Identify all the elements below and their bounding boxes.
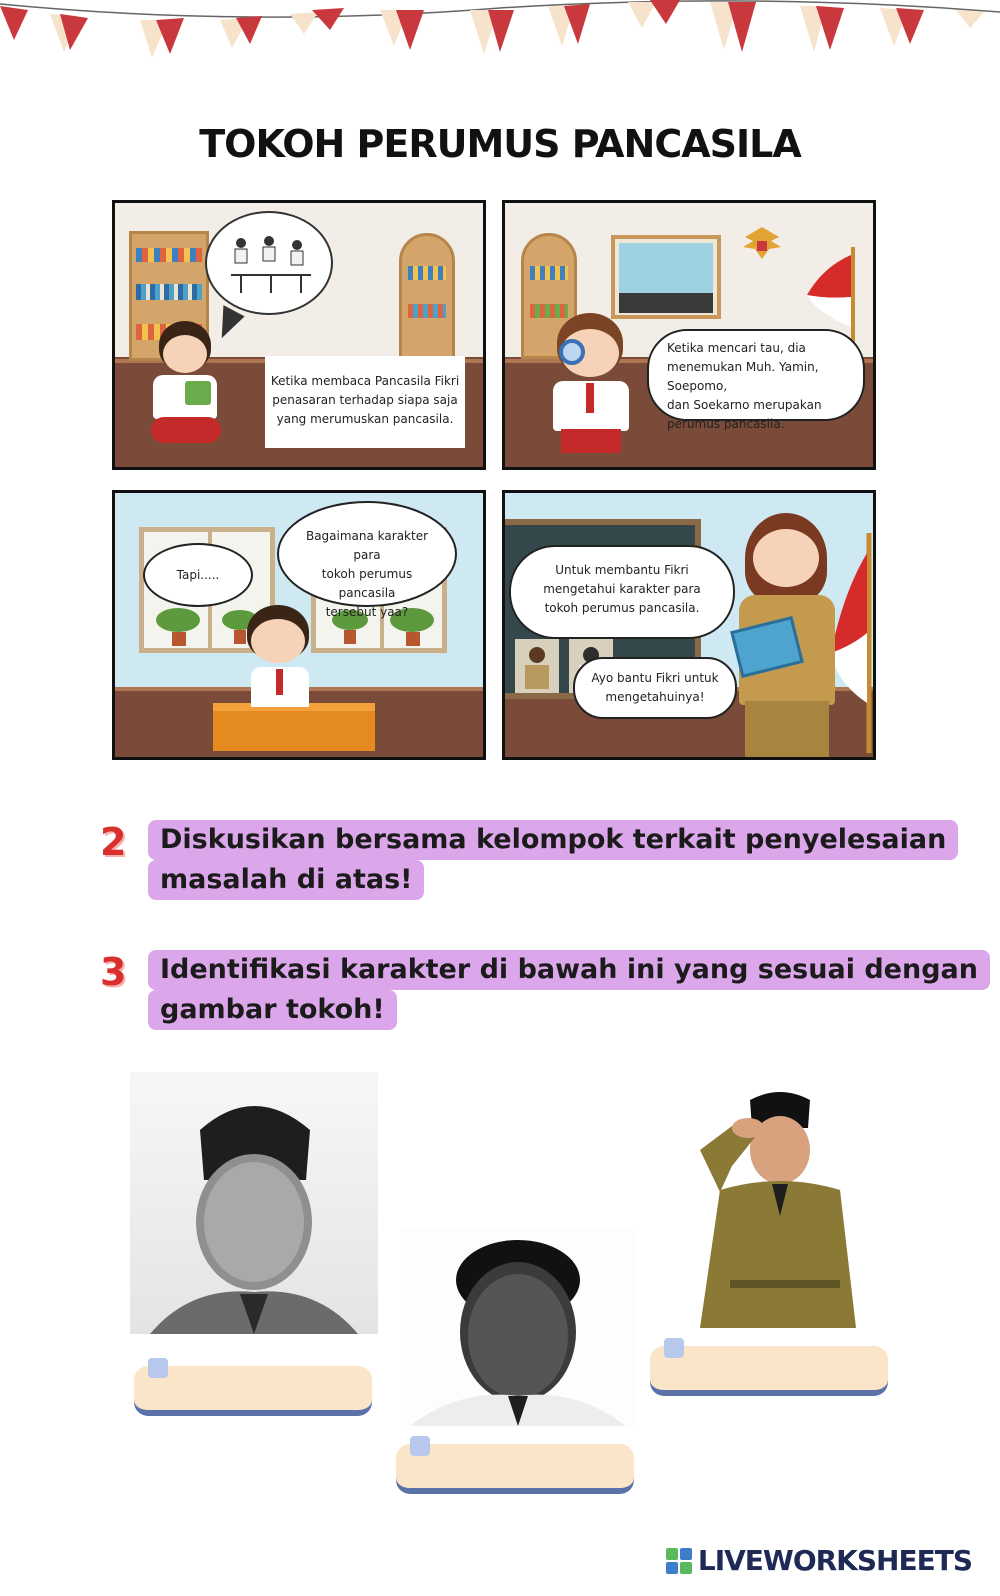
answer-drop-box-1[interactable] <box>134 1366 372 1414</box>
desk <box>213 703 375 751</box>
portrait-photo-1 <box>130 1072 378 1334</box>
liveworksheets-brand <box>666 1544 972 1577</box>
bubble-line: tokoh perumus pancasila <box>321 567 413 600</box>
thought-bubble <box>205 211 333 315</box>
panel-4-bubble-top <box>509 545 735 639</box>
bubble-line: Bagaimana karakter para <box>305 529 429 562</box>
portrait-illustration <box>400 1228 636 1426</box>
panel-4-bubble-bottom <box>573 657 737 719</box>
bubble-line: menemukan Muh. Yamin, Soepomo, <box>667 360 819 393</box>
bubble-line: Ketika mencari tau, dia <box>667 341 806 355</box>
step-text-line: Diskusikan bersama kelompok terkait penyelesaian <box>148 820 958 860</box>
panel-3-bubble-left: Tapi..... <box>143 543 253 607</box>
teacher-character <box>731 513 841 760</box>
garuda-emblem-icon <box>739 221 785 261</box>
drag-handle-icon[interactable] <box>664 1338 684 1358</box>
panel-1-caption <box>265 356 465 448</box>
bubble-line: tokoh perumus pancasila. <box>544 601 700 615</box>
comic-panel-3 <box>112 490 486 760</box>
bubble-line: dan Soekarno merupakan <box>667 398 822 412</box>
step-text-line: gambar tokoh! <box>148 990 397 1030</box>
step-number: 2 <box>100 820 127 864</box>
saluting-figure-icon <box>660 1080 860 1328</box>
bubble-line: Untuk membantu Fikri <box>555 563 689 577</box>
instruction-step-3 <box>100 950 978 1040</box>
step-number: 3 <box>100 950 127 994</box>
bookshelf-arch <box>399 233 455 359</box>
portrait-illustration <box>130 1072 378 1334</box>
saluting-figure-illustration <box>660 1080 860 1328</box>
boy-with-magnifier <box>539 313 649 463</box>
bunting-decoration <box>0 0 1000 70</box>
drag-handle-icon[interactable] <box>410 1436 430 1456</box>
comic-panel-4 <box>502 490 876 760</box>
classroom-scene-icon <box>221 231 321 301</box>
bubble-line: Ayo bantu Fikri untuk <box>591 671 719 685</box>
brand-name: LIVEWORKSHEETS <box>697 1544 972 1577</box>
instruction-step-2 <box>100 820 947 910</box>
comic-panel-2 <box>502 200 876 470</box>
panel-3-bubble-right <box>277 501 457 619</box>
comic-strip <box>112 200 876 760</box>
step-text-line: Identifikasi karakter di bawah ini yang sesuai dengan <box>148 950 990 990</box>
answer-drop-box-3[interactable] <box>650 1346 888 1394</box>
framed-picture <box>611 235 721 319</box>
liveworksheets-logo-icon <box>666 1548 692 1574</box>
panel-2-speech-bubble <box>647 329 865 431</box>
boy-character <box>145 321 225 451</box>
bubble-line: mengetahuinya! <box>605 690 705 704</box>
comic-panel-1 <box>112 200 486 470</box>
bubble-line: mengetahui karakter para <box>543 582 701 596</box>
answer-drop-box-2[interactable] <box>396 1444 634 1492</box>
bubble-line: perumus pancasila. <box>667 417 785 431</box>
page-title: TOKOH PERUMUS PANCASILA <box>199 122 801 166</box>
caption-line: penasaran terhadap siapa saja <box>272 393 458 407</box>
bubble-line: tersebut yaa? <box>325 605 409 619</box>
step-text-line: masalah di atas! <box>148 860 424 900</box>
caption-line: yang merumuskan pancasila. <box>276 412 454 426</box>
portrait-photo-2 <box>400 1228 636 1426</box>
caption-line: Ketika membaca Pancasila Fikri <box>270 374 460 388</box>
drag-handle-icon[interactable] <box>148 1358 168 1378</box>
